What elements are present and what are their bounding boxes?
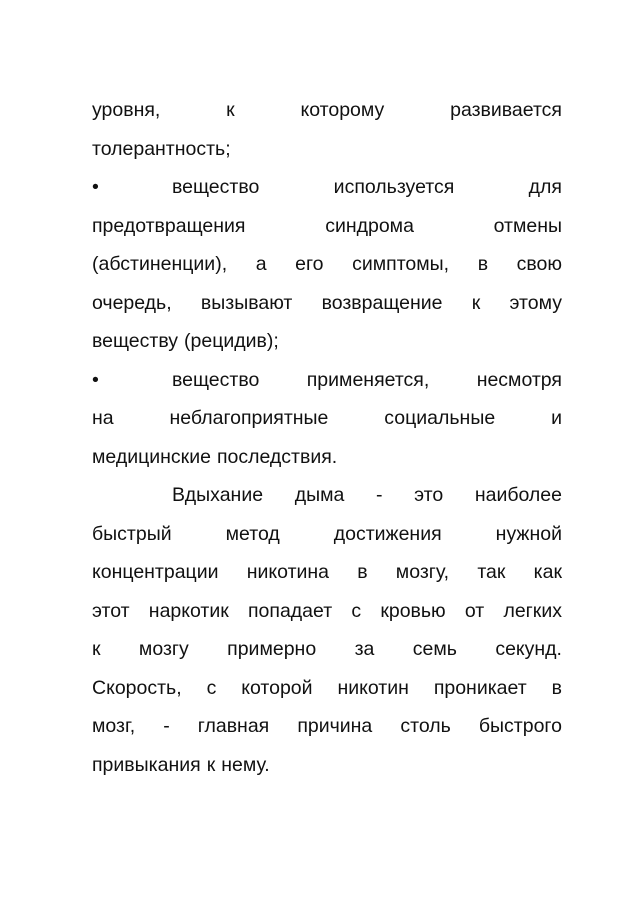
text-line-4 bbox=[92, 207, 562, 246]
word: мозгу, bbox=[395, 561, 450, 583]
word: уровня, bbox=[92, 99, 161, 121]
text-line-10 bbox=[92, 438, 562, 477]
word: симптомы, bbox=[352, 253, 450, 275]
text-line-6 bbox=[92, 284, 562, 323]
word: никотина bbox=[246, 561, 329, 583]
document-page bbox=[92, 91, 562, 784]
word: мозгу bbox=[138, 638, 189, 660]
word: социальные bbox=[384, 407, 496, 429]
word: в bbox=[551, 676, 562, 699]
bullet-icon: • bbox=[92, 176, 99, 198]
word: с bbox=[351, 599, 362, 622]
word: на bbox=[92, 407, 114, 429]
bullet-line-1 bbox=[92, 168, 562, 207]
text-line-9 bbox=[92, 399, 562, 438]
word: попадает bbox=[247, 599, 333, 622]
word: быстрого bbox=[478, 715, 562, 737]
word: в bbox=[477, 253, 489, 275]
bullet-line-2 bbox=[92, 361, 562, 400]
word: семь bbox=[412, 638, 457, 660]
word: нужной bbox=[495, 522, 562, 545]
word: метод bbox=[225, 522, 280, 545]
text-line-17 bbox=[92, 707, 562, 746]
word: легких bbox=[503, 599, 562, 622]
word: очередь, bbox=[92, 291, 172, 314]
word: медицинские bbox=[92, 445, 211, 468]
word: отмены bbox=[493, 214, 562, 237]
word: свою bbox=[516, 253, 562, 275]
word: синдрома bbox=[325, 214, 414, 237]
word: веществу bbox=[92, 330, 179, 352]
word: наркотик bbox=[148, 599, 229, 622]
word: предотвращения bbox=[92, 214, 246, 237]
text-line-16 bbox=[92, 669, 562, 708]
word: быстрый bbox=[92, 522, 172, 545]
word: Скорость, bbox=[92, 676, 182, 699]
word: (рецидив); bbox=[184, 330, 279, 352]
word: от bbox=[464, 599, 485, 622]
word: как bbox=[533, 561, 562, 583]
word: главная bbox=[197, 715, 270, 737]
word: развивается bbox=[450, 99, 562, 121]
word: кровью bbox=[380, 599, 446, 622]
text-line-5 bbox=[92, 245, 562, 284]
text-line-12 bbox=[92, 515, 562, 554]
word: дыма bbox=[294, 484, 345, 506]
word: этот bbox=[92, 599, 130, 622]
word: его bbox=[295, 253, 324, 275]
word: вещество bbox=[172, 368, 260, 391]
word: к bbox=[226, 99, 235, 121]
word: которой bbox=[241, 676, 313, 699]
text-line-13 bbox=[92, 553, 562, 592]
word: неблагоприятные bbox=[169, 407, 329, 429]
word: возвращение bbox=[321, 291, 443, 314]
text-line-7 bbox=[92, 322, 562, 361]
word: для bbox=[528, 176, 562, 198]
word: и bbox=[551, 407, 562, 429]
text-line-18 bbox=[92, 746, 562, 785]
word: Вдыхание bbox=[172, 484, 264, 506]
word: привыкания bbox=[92, 753, 201, 776]
word: используется bbox=[333, 176, 455, 198]
word: к bbox=[471, 291, 481, 314]
word: никотин bbox=[337, 676, 409, 699]
word: с bbox=[206, 676, 217, 699]
word: в bbox=[357, 561, 368, 583]
word: проникает bbox=[433, 676, 527, 699]
text-line-14 bbox=[92, 592, 562, 631]
word: причина bbox=[297, 715, 373, 737]
paragraph-first-line bbox=[92, 476, 562, 515]
word: (абстиненции), bbox=[92, 253, 228, 275]
word: последствия. bbox=[216, 445, 338, 468]
bullet-icon: • bbox=[92, 368, 99, 391]
word: этому bbox=[509, 291, 562, 314]
word: мозг, bbox=[92, 715, 136, 737]
word: наиболее bbox=[474, 484, 562, 506]
word: достижения bbox=[333, 522, 442, 545]
word: концентрации bbox=[92, 561, 219, 583]
word: секунд. bbox=[495, 638, 562, 660]
word: к bbox=[206, 753, 216, 776]
word: - bbox=[375, 484, 383, 506]
word: а bbox=[255, 253, 267, 275]
word: несмотря bbox=[476, 368, 562, 391]
word: примерно bbox=[227, 638, 317, 660]
word: вызывают bbox=[200, 291, 293, 314]
text-line-2 bbox=[92, 130, 562, 169]
text-line-1 bbox=[92, 91, 562, 130]
word: это bbox=[414, 484, 444, 506]
word: нему. bbox=[221, 753, 270, 776]
word: которому bbox=[300, 99, 385, 121]
word: столь bbox=[400, 715, 451, 737]
word: так bbox=[477, 561, 506, 583]
word: - bbox=[163, 715, 170, 737]
word: применяется, bbox=[306, 368, 430, 391]
text-line-15 bbox=[92, 630, 562, 669]
word: к bbox=[92, 638, 101, 660]
word: вещество bbox=[172, 176, 260, 198]
word: толерантность; bbox=[92, 137, 231, 160]
word: за bbox=[354, 638, 375, 660]
